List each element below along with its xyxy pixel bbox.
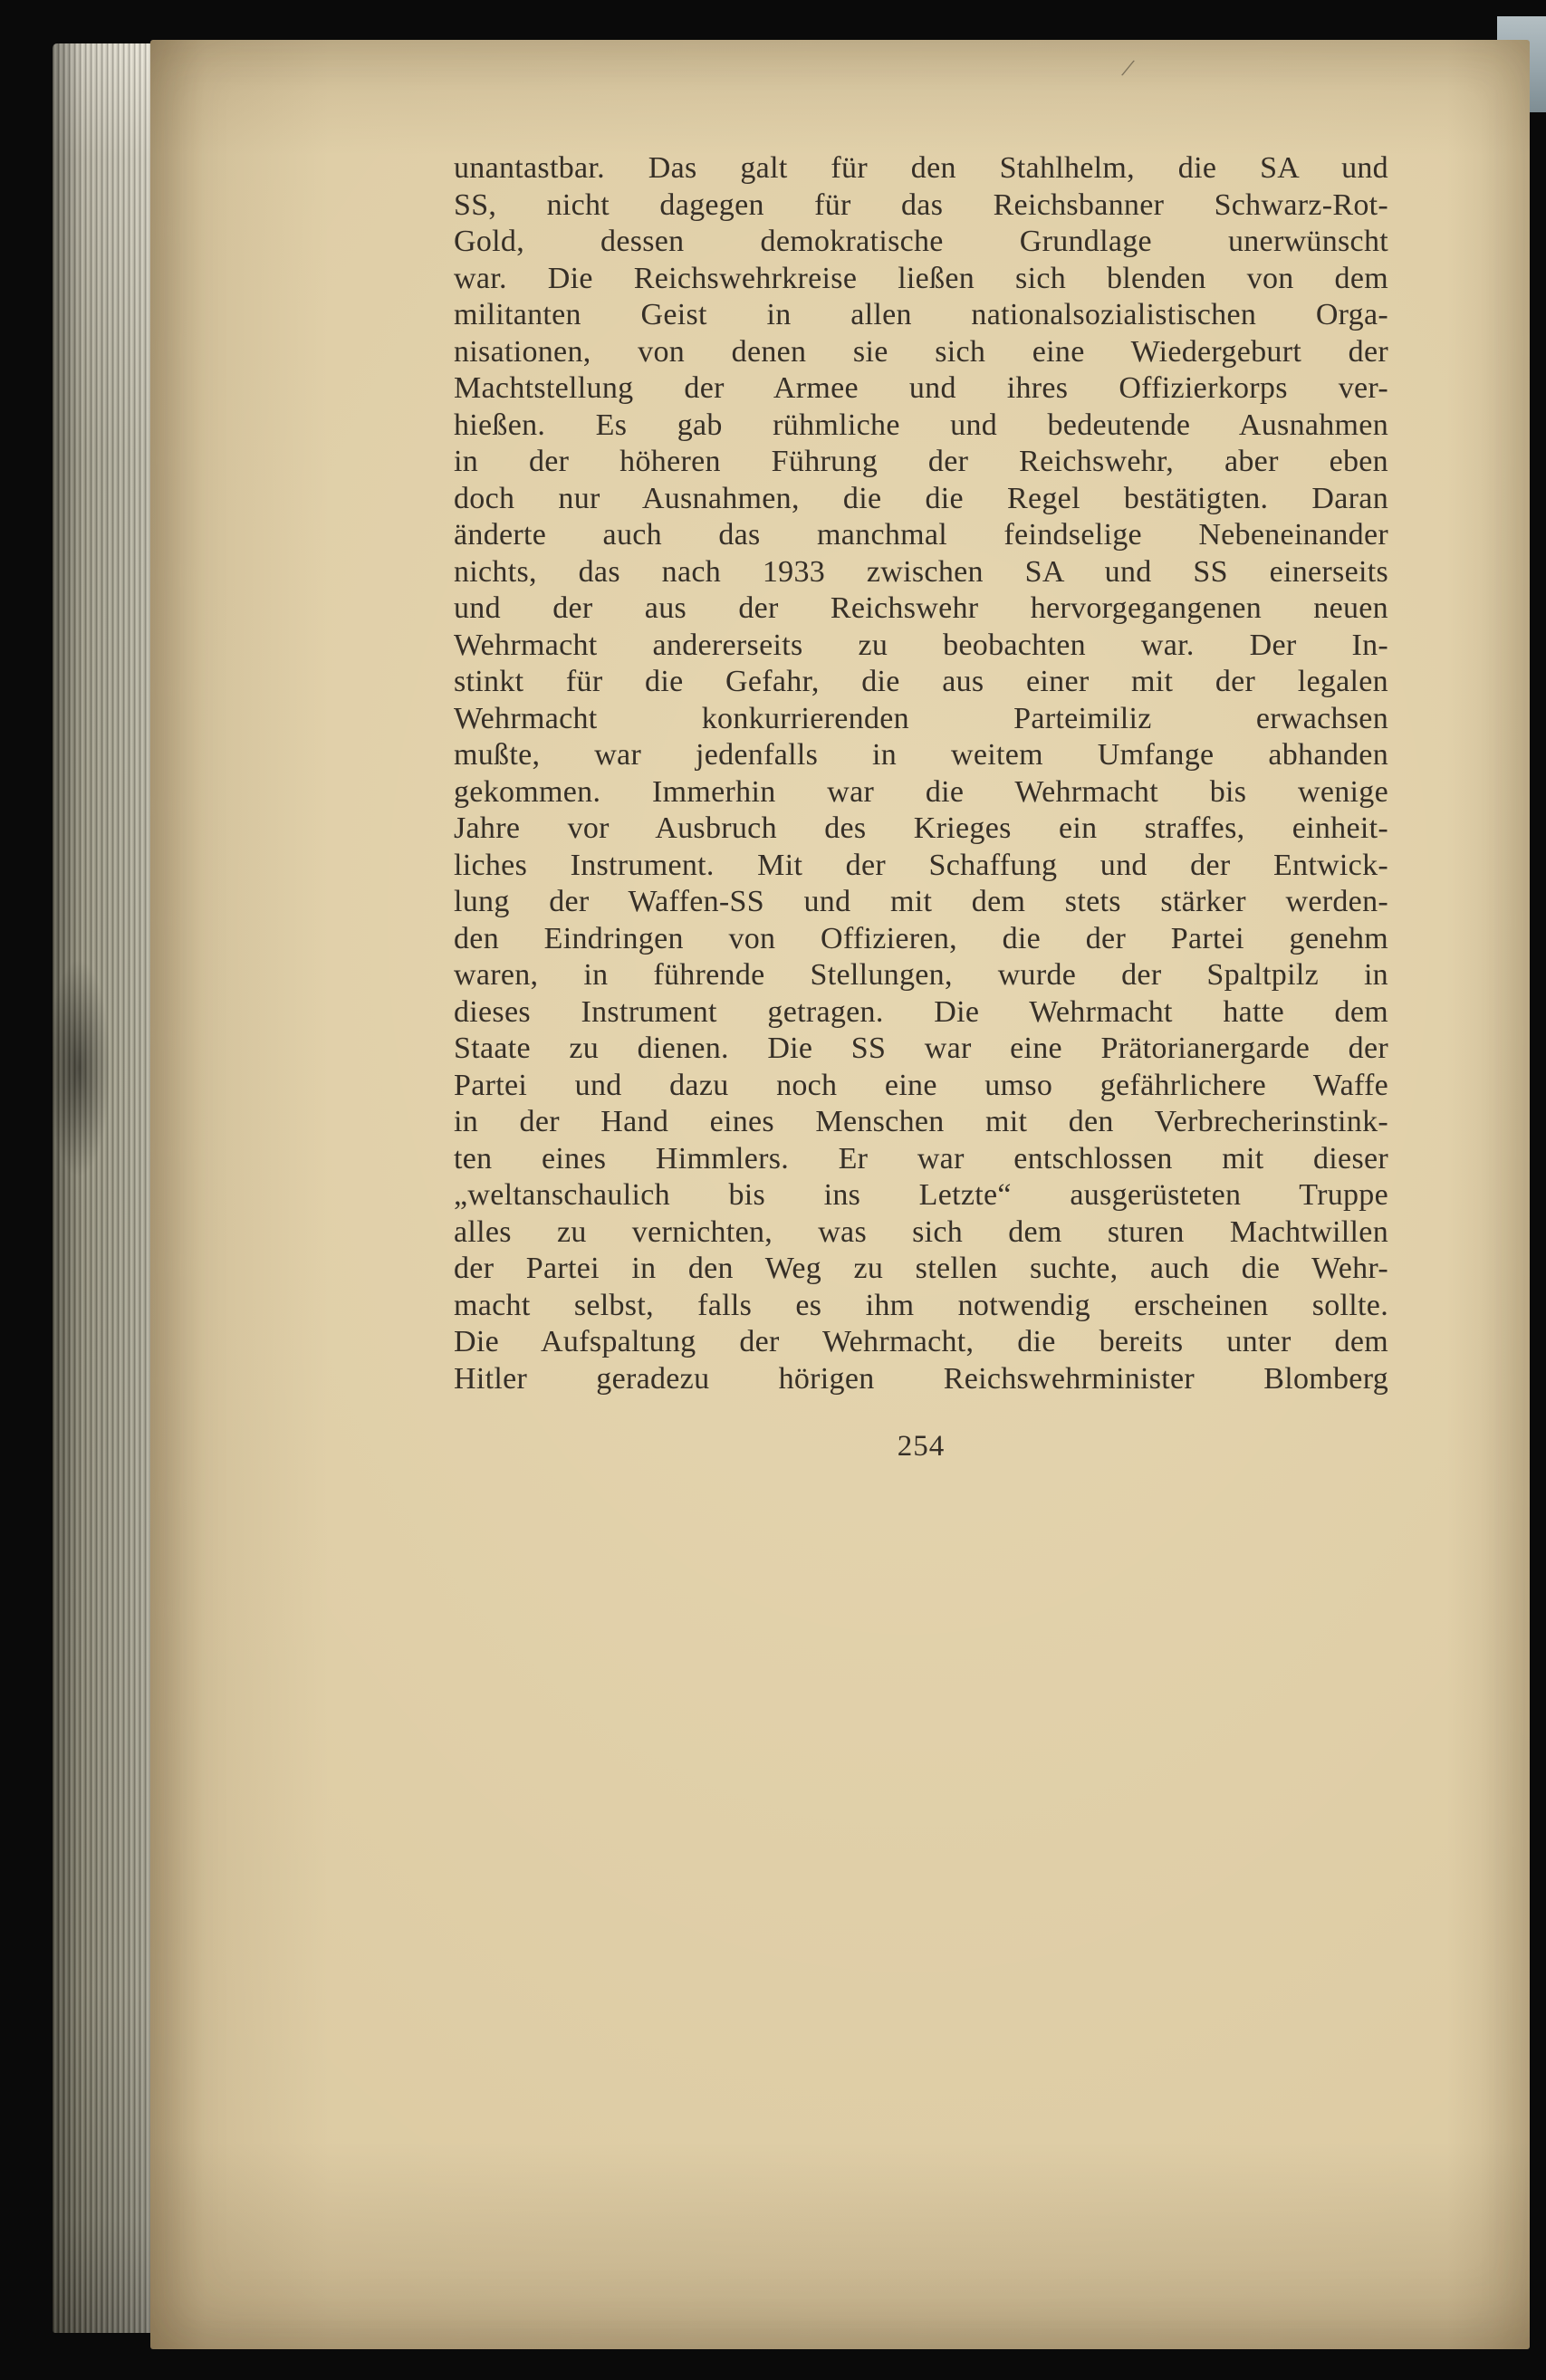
text-line: Hitler geradezu hörigen Reichswehrminister Blomberg <box>454 1361 1388 1396</box>
text-line: und der aus der Reichswehr hervorgegangenen neuen <box>454 591 1388 625</box>
text-line: gekommen. Immerhin war die Wehrmacht bis wenige <box>454 774 1388 809</box>
text-line: SS, nicht dagegen für das Reichsbanner Schwarz-Rot- <box>454 187 1388 222</box>
text-line: „weltanschaulich bis ins Letzte“ ausgerüsteten Truppe <box>454 1178 1388 1212</box>
text-line: macht selbst, falls es ihm notwendig erscheinen sollte. <box>454 1288 1388 1322</box>
stray-mark: / <box>1120 53 1135 83</box>
text-line: dieses Instrument getragen. Die Wehrmacht hatte dem <box>454 994 1388 1029</box>
text-line: doch nur Ausnahmen, die die Regel bestätigten. Daran <box>454 481 1388 515</box>
text-line: mußte, war jedenfalls in weitem Umfange abhanden <box>454 738 1388 772</box>
text-line: Jahre vor Ausbruch des Krieges ein straffes, einheit- <box>454 811 1388 845</box>
book-page-edges <box>53 43 150 2333</box>
text-line: Die Aufspaltung der Wehrmacht, die bereits unter dem <box>454 1325 1388 1358</box>
text-line: ten eines Himmlers. Er war entschlossen mit dieser <box>454 1141 1388 1176</box>
text-line: in der Hand eines Menschen mit den Verbrecherinstink- <box>454 1105 1388 1138</box>
text-line: alles zu vernichten, was sich dem sturen Machtwillen <box>454 1214 1388 1249</box>
text-line: militanten Geist in allen nationalsozialistischen Orga- <box>454 298 1388 331</box>
text-line: liches Instrument. Mit der Schaffung und der Entwick- <box>454 848 1388 882</box>
text-line: Partei und dazu noch eine umso gefährlichere Waffe <box>454 1068 1388 1102</box>
text-line: Gold, dessen demokratische Grundlage unerwünscht <box>454 225 1388 258</box>
text-line: Wehrmacht andererseits zu beobachten war. Der In- <box>454 628 1388 662</box>
text-line: war. Die Reichswehrkreise ließen sich blenden von dem <box>454 261 1388 295</box>
text-line: Staate zu dienen. Die SS war eine Prätorianergarde der <box>454 1032 1388 1065</box>
text-line: änderte auch das manchmal feindselige Nebeneinander <box>454 518 1388 552</box>
text-line: den Eindringen von Offizieren, die der Partei genehm <box>454 921 1388 955</box>
text-line: der Partei in den Weg zu stellen suchte, auch die Wehr- <box>454 1252 1388 1285</box>
page-number: 254 <box>897 1430 946 1463</box>
text-line: waren, in führende Stellungen, wurde der Spaltpilz in <box>454 958 1388 992</box>
paragraph <box>454 150 1388 1397</box>
book-page <box>150 40 1530 2349</box>
text-line: in der höheren Führung der Reichswehr, aber eben <box>454 445 1388 478</box>
body-text <box>454 150 1388 1465</box>
text-line: lung der Waffen-SS und mit dem stets stärker werden- <box>454 885 1388 918</box>
text-line: Machtstellung der Armee und ihres Offizierkorps ver- <box>454 371 1388 405</box>
text-line: hießen. Es gab rühmliche und bedeutende Ausnahmen <box>454 408 1388 442</box>
text-line: stinkt für die Gefahr, die aus einer mit der legalen <box>454 665 1388 698</box>
text-line: nisationen, von denen sie sich eine Wiedergeburt der <box>454 334 1388 369</box>
text-line: nichts, das nach 1933 zwischen SA und SS einerseits <box>454 554 1388 589</box>
text-line: Wehrmacht konkurrierenden Parteimiliz erwachsen <box>454 701 1388 735</box>
text-line: unantastbar. Das galt für den Stahlhelm, die SA und <box>454 151 1388 185</box>
